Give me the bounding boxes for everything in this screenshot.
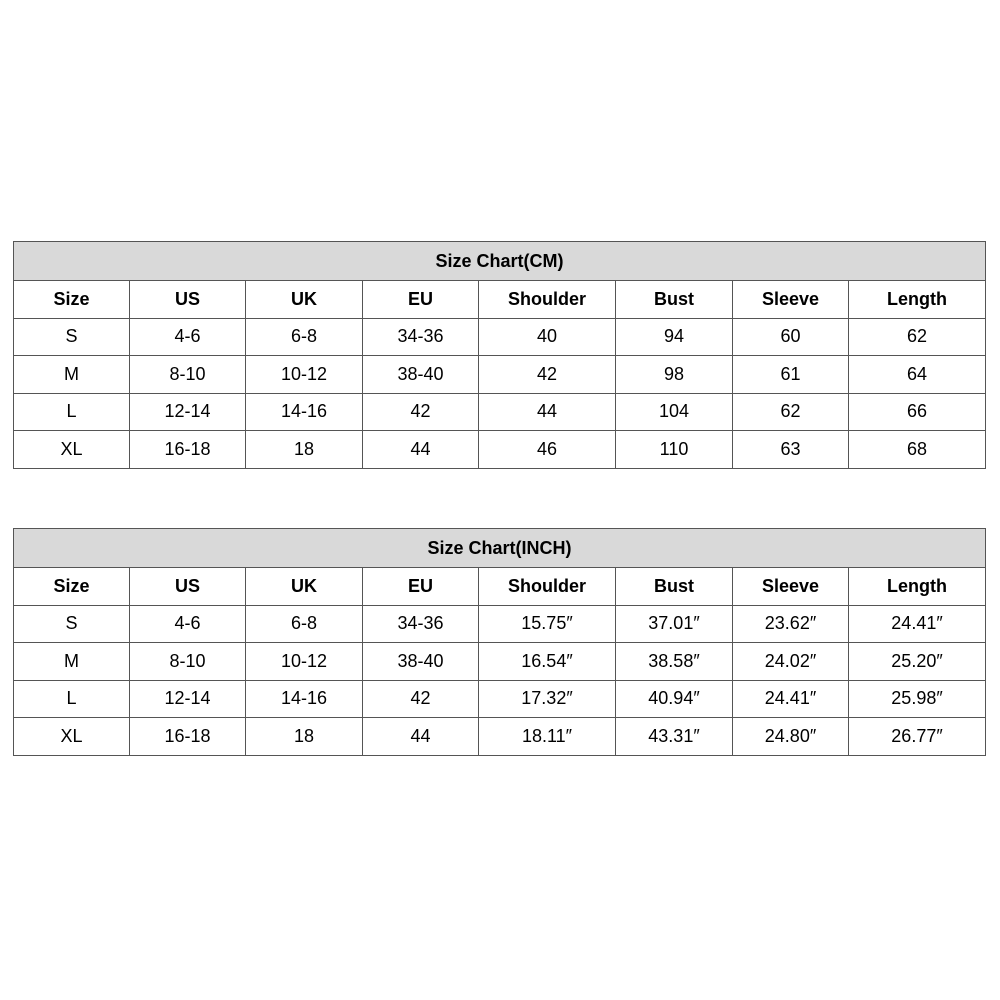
table-cell: M [14, 643, 130, 681]
table-cell: 4-6 [130, 605, 246, 643]
table-row [14, 643, 986, 681]
table-row [14, 356, 986, 394]
table-cell: L [14, 393, 130, 431]
table-cell: 14-16 [246, 680, 363, 718]
table-cell: 62 [849, 318, 986, 356]
column-header-sleeve: Sleeve [733, 281, 849, 319]
table-cell: 98 [616, 356, 733, 394]
table-cell: 23.62″ [733, 605, 849, 643]
table-cell: 40 [479, 318, 616, 356]
column-header-length: Length [849, 568, 986, 606]
table-cell: S [14, 318, 130, 356]
column-header-size: Size [14, 568, 130, 606]
table-cell: 40.94″ [616, 680, 733, 718]
table-cell: 34-36 [363, 318, 479, 356]
table-cell: 24.41″ [733, 680, 849, 718]
table-cell: 46 [479, 431, 616, 469]
table-cell: 6-8 [246, 605, 363, 643]
column-header-eu: EU [363, 568, 479, 606]
table-cell: L [14, 680, 130, 718]
table-cell: 8-10 [130, 643, 246, 681]
table-cell: 38-40 [363, 356, 479, 394]
table-row [14, 605, 986, 643]
column-header-uk: UK [246, 568, 363, 606]
table-cell: 6-8 [246, 318, 363, 356]
table-title: Size Chart(CM) [14, 242, 986, 281]
table-cell: 12-14 [130, 680, 246, 718]
table-row [14, 393, 986, 431]
table-cell: 18 [246, 718, 363, 756]
table-cell: 110 [616, 431, 733, 469]
table-cell: 38.58″ [616, 643, 733, 681]
column-header-shoulder: Shoulder [479, 568, 616, 606]
table-cell: 44 [479, 393, 616, 431]
table-cell: 64 [849, 356, 986, 394]
table-cell: 4-6 [130, 318, 246, 356]
table-cell: 15.75″ [479, 605, 616, 643]
column-header-length: Length [849, 281, 986, 319]
table-cell: 26.77″ [849, 718, 986, 756]
table-cell: 60 [733, 318, 849, 356]
table-cell: 25.20″ [849, 643, 986, 681]
table-cell: XL [14, 431, 130, 469]
table-cell: 42 [479, 356, 616, 394]
table-cell: 34-36 [363, 605, 479, 643]
table-cell: 24.02″ [733, 643, 849, 681]
table-cell: 66 [849, 393, 986, 431]
table-row [14, 431, 986, 469]
table-cell: 25.98″ [849, 680, 986, 718]
size-chart-cm-table [13, 241, 986, 469]
table-cell: 61 [733, 356, 849, 394]
table-cell: 18 [246, 431, 363, 469]
table-cell: 16.54″ [479, 643, 616, 681]
table-cell: 94 [616, 318, 733, 356]
table-cell: 24.80″ [733, 718, 849, 756]
table-cell: 16-18 [130, 431, 246, 469]
table-cell: 104 [616, 393, 733, 431]
table-header-row [14, 281, 986, 319]
table-cell: 43.31″ [616, 718, 733, 756]
table-cell: 38-40 [363, 643, 479, 681]
size-chart-inch-table [13, 528, 986, 756]
table-row [14, 680, 986, 718]
column-header-us: US [130, 568, 246, 606]
table-title-row [14, 242, 986, 281]
table-cell: 37.01″ [616, 605, 733, 643]
table-cell: 42 [363, 680, 479, 718]
column-header-size: Size [14, 281, 130, 319]
table-cell: S [14, 605, 130, 643]
table-cell: XL [14, 718, 130, 756]
table-cell: 18.11″ [479, 718, 616, 756]
table-cell: 68 [849, 431, 986, 469]
column-header-us: US [130, 281, 246, 319]
table-header-row [14, 568, 986, 606]
table-cell: 63 [733, 431, 849, 469]
column-header-bust: Bust [616, 568, 733, 606]
column-header-eu: EU [363, 281, 479, 319]
table-cell: M [14, 356, 130, 394]
table-cell: 12-14 [130, 393, 246, 431]
table-cell: 8-10 [130, 356, 246, 394]
table-cell: 14-16 [246, 393, 363, 431]
column-header-uk: UK [246, 281, 363, 319]
table-cell: 10-12 [246, 356, 363, 394]
table-title-row [14, 529, 986, 568]
column-header-sleeve: Sleeve [733, 568, 849, 606]
table-title: Size Chart(INCH) [14, 529, 986, 568]
table-cell: 24.41″ [849, 605, 986, 643]
table-cell: 62 [733, 393, 849, 431]
column-header-shoulder: Shoulder [479, 281, 616, 319]
table-cell: 16-18 [130, 718, 246, 756]
table-cell: 44 [363, 431, 479, 469]
table-cell: 44 [363, 718, 479, 756]
table-cell: 42 [363, 393, 479, 431]
table-cell: 10-12 [246, 643, 363, 681]
table-row [14, 718, 986, 756]
table-cell: 17.32″ [479, 680, 616, 718]
column-header-bust: Bust [616, 281, 733, 319]
table-row [14, 318, 986, 356]
